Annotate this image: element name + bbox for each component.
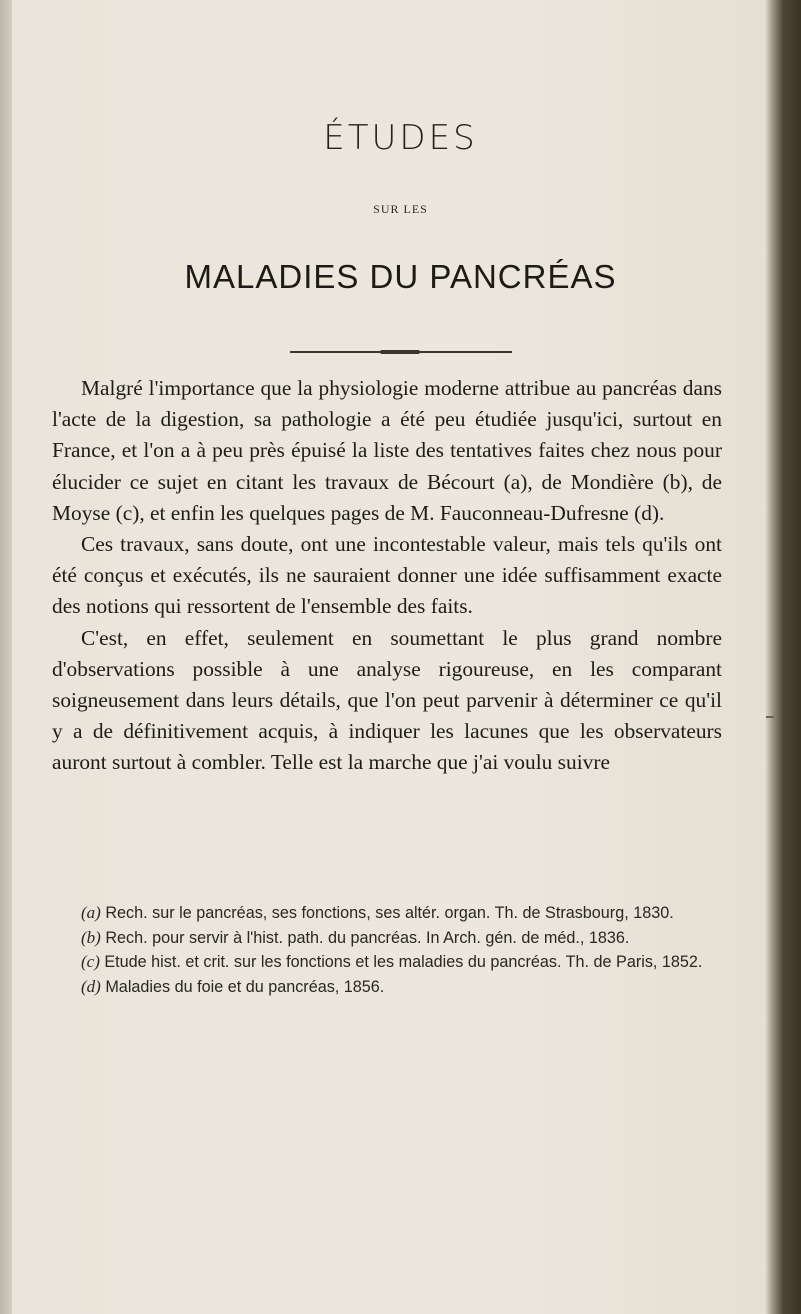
title-main: MALADIES DU PANCRÉAS xyxy=(184,258,617,295)
footnote-text: Maladies du foie et du pancréas, 1856. xyxy=(105,977,385,996)
footnote-marker: (c) xyxy=(81,952,100,972)
decorative-rule xyxy=(290,351,512,353)
footnote-text: Rech. pour servir à l'hist. path. du pancréas. In Arch. gén. de méd., 1836. xyxy=(105,928,630,947)
footnote-marker: (a) xyxy=(81,903,101,922)
footnotes xyxy=(52,901,722,999)
title-connector: SUR LES xyxy=(373,202,428,216)
footnote-text: Rech. sur le pancréas, ses fonctions, ses altér. organ. Th. de Strasbourg, 1830. xyxy=(105,904,674,922)
footnote xyxy=(52,950,722,975)
footnote xyxy=(52,975,722,1000)
footnote xyxy=(52,901,722,926)
title-etudes: ÉTUDES xyxy=(323,118,478,158)
paragraph: Malgré l'importance que la physiologie moderne attribue au pancréas dans l'acte de la digestion, sa pathologie a été peu étudiée jusqu'ici, surtout en France, et l'on a à peu près épuisé la liste des tentatives faites chez nous pour élucider ce sujet en citant les travaux de Bécourt (a), de Mondière (b), de Moyse (c), et enfin les quelques pages de M. Fauconneau-Dufresne (d). xyxy=(52,376,722,525)
footnote-marker: (d) xyxy=(81,976,101,996)
paragraph: C'est, en effet, seulement en soumettant le plus grand nombre d'observations possible à une analyse rigoureuse, en les comparant soigneusement dans leurs détails, que l'on peut parvenir à déterminer ce qu'il y a de définitivement acquis, à indiquer les lacunes que les observateurs auront surtout à combler. Telle est la marche que j'ai voulu suivre xyxy=(52,625,722,775)
footnote xyxy=(52,926,722,951)
body-text xyxy=(52,373,722,779)
paragraph: Ces travaux, sans doute, ont une incontestable valeur, mais tels qu'ils ont été conçus et exécutés, ils ne sauraient donner une idée suffisamment exacte des notions qui ressortent de l'ensemble des faits. xyxy=(52,532,722,619)
margin-mark xyxy=(766,716,774,718)
footnote-marker: (b) xyxy=(81,927,101,947)
page-binding-edge xyxy=(765,0,801,1314)
footnote-text: Etude hist. et crit. sur les fonctions et les maladies du pancréas. Th. de Paris, 1852. xyxy=(104,953,703,972)
page-left-edge xyxy=(0,0,12,1314)
